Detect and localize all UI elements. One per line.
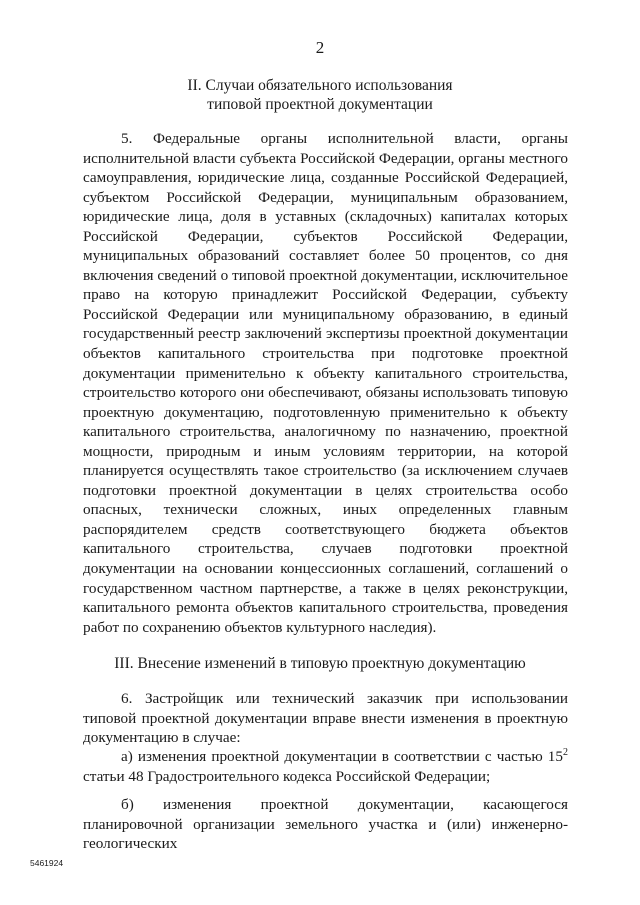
section-2-title-line1: II. Случаи обязательного использования — [187, 77, 453, 94]
item-a — [83, 747, 568, 786]
item-a-tail: статьи 48 Градостроительного кодекса Российской Федерации; — [83, 767, 491, 785]
section-2-title-line2: типовой проектной документации — [207, 96, 433, 113]
paragraph-5: 5. Федеральные органы исполнительной власти, органы исполнительной власти субъекта Российской Федерации, органы местного самоуправления, юридические лица, созданные Российской Федерацией, субъектом Российской Федерации, муниципальным образованием, юридические лица, доля в уставных (складочных) капиталах которых Российской Федерации, субъектов Российской Федерации, муниципальных образований составляет более 50 процентов, со дня включения сведений о типовой проектной документации, исключительное право на которую принадлежит Российской Федерации, субъекту Российской Федерации или муниципальному образованию, в единый государственный реестр заключений экспертизы проектной документации объектов капитального строительства при подготовке проектной документации применительно к объекту капитального строительства, строительство которого они обеспечивают, обязаны использовать типовую проектную документацию, подготовленную применительно к объекту капитального строительства, аналогичному по назначению, проектной мощности, природным и иным условиям территории, на которой планируется осуществлять такое строительство (за исключением случаев подготовки проектной документации в целях строительства особо опасных, технически сложных, иных определенных главным распорядителем средств соответствующего бюджета объектов капитального строительства, случаев подготовки проектной документации на основании концессионных соглашений, соглашений о государственном частном партнерстве, а также в целях реконструкции, капитального ремонта объектов капитального строительства, проведения работ по сохранению объектов культурного наследия). — [83, 130, 568, 636]
item-a-superscript: 2 — [563, 747, 568, 758]
page-number: 2 — [315, 38, 325, 57]
section-2-heading — [0, 76, 640, 114]
paragraph-6: 6. Застройщик или технический заказчик при использовании типовой проектной документации вправе внести изменения в проектную документацию в случае: — [83, 690, 568, 747]
item-b: б) изменения проектной документации, касающегося планировочной организации земельного участка и (или) инженерно-геологических — [83, 796, 568, 853]
document-code: 5461924 — [30, 858, 64, 868]
item-a-text: а) изменения проектной документации в соответствии с частью 15 — [121, 748, 563, 765]
section-3-heading: III. Внесение изменений в типовую проектную документацию — [114, 655, 526, 672]
